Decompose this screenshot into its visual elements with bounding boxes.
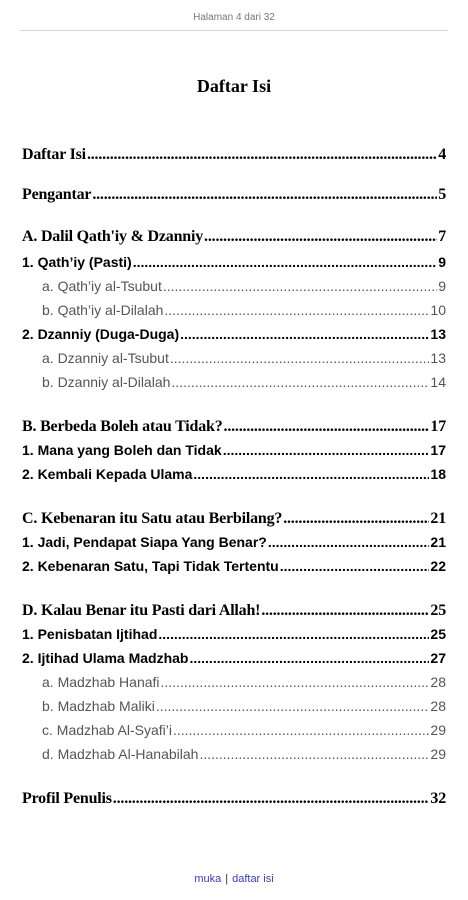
dot-leader — [204, 228, 437, 246]
toc-entry-label: 2. Dzanniy (Duga-Duga) — [22, 326, 180, 342]
toc-entry-label: b. Dzanniy al-Dilalah — [42, 374, 171, 390]
dot-leader — [170, 350, 430, 366]
toc-entry[interactable] — [22, 374, 446, 390]
toc-entry[interactable] — [22, 278, 446, 294]
page-indicator: Halaman 4 dari 32 — [193, 12, 275, 23]
dot-leader — [161, 674, 430, 690]
toc-entry-page: 25 — [430, 602, 446, 619]
page-title: Daftar Isi — [196, 76, 272, 96]
toc-entry-label: d. Madzhab Al-Hanabilah — [42, 746, 199, 762]
toc-entry-page: 29 — [430, 746, 446, 762]
dot-leader — [92, 186, 437, 204]
toc-entry[interactable] — [22, 418, 446, 436]
toc-entry-page: 18 — [430, 466, 446, 482]
toc-entry-page: 17 — [430, 418, 446, 435]
toc-entry-page: 9 — [438, 278, 446, 294]
dot-leader — [193, 466, 429, 482]
home-link[interactable]: muka — [194, 873, 222, 885]
toc-entry-label: B. Berbeda Boleh atau Tidak? — [22, 418, 223, 435]
toc-entry-page: 17 — [430, 442, 446, 458]
dot-leader — [133, 254, 438, 270]
toc-entry-page: 10 — [430, 302, 446, 318]
toc-entry-page: 4 — [438, 146, 446, 163]
toc-entry[interactable] — [22, 228, 446, 246]
dot-leader — [189, 650, 429, 666]
dot-leader — [224, 418, 430, 436]
toc-entry-page: 9 — [438, 254, 446, 270]
dot-leader — [156, 698, 430, 714]
toc-entry-label: C. Kebenaran itu Satu atau Berbilang? — [22, 510, 283, 527]
dot-leader — [164, 302, 429, 318]
toc-entry-page: 25 — [430, 626, 446, 642]
toc-entry-label: 1. Penisbatan Ijtihad — [22, 626, 158, 642]
toc-entry-label: a. Qath’iy al-Tsubut — [42, 278, 162, 294]
toc-entry-label: A. Dalil Qath'iy & Dzanniy — [22, 228, 204, 245]
toc-entry-label: 1. Mana yang Boleh dan Tidak — [22, 442, 222, 458]
toc-entry[interactable] — [22, 302, 446, 318]
dot-leader — [223, 442, 430, 458]
toc-entry-page: 13 — [430, 350, 446, 366]
toc-entry[interactable] — [22, 254, 446, 270]
toc-entry-label: Profil Penulis — [22, 790, 112, 807]
dot-leader — [87, 146, 437, 164]
dot-leader — [163, 278, 437, 294]
toc-entry[interactable] — [22, 698, 446, 714]
toc-entry-page: 29 — [430, 722, 446, 738]
footer-separator: | — [225, 873, 229, 885]
dot-leader — [199, 746, 429, 762]
toc-entry-label: 2. Kembali Kepada Ulama — [22, 466, 193, 482]
dot-leader — [173, 722, 429, 738]
toc-link[interactable]: daftar isi — [232, 873, 274, 885]
toc-entry-page: 27 — [430, 650, 446, 666]
toc-entry-page: 5 — [438, 186, 446, 203]
toc-entry-label: b. Madzhab Maliki — [42, 698, 155, 714]
toc-entry-page: 28 — [430, 698, 446, 714]
toc-entry-page: 13 — [430, 326, 446, 342]
toc-entry-page: 22 — [430, 558, 446, 574]
toc-entry-label: b. Qath’iy al-Dilalah — [42, 302, 164, 318]
toc-entry-label: c. Madzhab Al-Syafi’i — [42, 722, 172, 738]
toc-entry-page: 7 — [438, 228, 446, 245]
toc-entry-label: 2. Kebenaran Satu, Tapi Tidak Tertentu — [22, 558, 279, 574]
footer-nav — [0, 873, 468, 885]
toc-entry[interactable] — [22, 466, 446, 482]
toc-entry-label: 1. Jadi, Pendapat Siapa Yang Benar? — [22, 534, 267, 550]
dot-leader — [171, 374, 429, 390]
toc-entry[interactable] — [22, 146, 446, 164]
dot-leader — [280, 558, 430, 574]
toc-entry-label: Pengantar — [22, 186, 92, 203]
toc-entry[interactable] — [22, 722, 446, 738]
toc-entry-label: Daftar Isi — [22, 146, 86, 163]
dot-leader — [180, 326, 429, 342]
toc-entry[interactable] — [22, 602, 446, 620]
toc-entry[interactable] — [22, 350, 446, 366]
dot-leader — [283, 510, 429, 528]
toc-entry-label: 1. Qath’iy (Pasti) — [22, 254, 132, 270]
toc-entry-page: 32 — [430, 790, 446, 807]
toc-entry-page: 28 — [430, 674, 446, 690]
toc-entry-label: a. Dzanniy al-Tsubut — [42, 350, 169, 366]
toc-entry[interactable] — [22, 790, 446, 808]
toc-entry[interactable] — [22, 674, 446, 690]
toc-entry-page: 21 — [430, 534, 446, 550]
toc-entry[interactable] — [22, 746, 446, 762]
toc-entry[interactable] — [22, 534, 446, 550]
dot-leader — [113, 790, 430, 808]
toc-entry[interactable] — [22, 626, 446, 642]
toc-entry-label: a. Madzhab Hanafi — [42, 674, 160, 690]
toc-entry[interactable] — [22, 650, 446, 666]
toc-entry[interactable] — [22, 442, 446, 458]
toc-entry-label: D. Kalau Benar itu Pasti dari Allah! — [22, 602, 261, 619]
toc-entry-page: 21 — [430, 510, 446, 527]
toc-entry[interactable] — [22, 558, 446, 574]
dot-leader — [261, 602, 429, 620]
dot-leader — [158, 626, 429, 642]
toc-entry-label: 2. Ijtihad Ulama Madzhab — [22, 650, 189, 666]
toc-entry[interactable] — [22, 326, 446, 342]
dot-leader — [268, 534, 430, 550]
toc-entry[interactable] — [22, 510, 446, 528]
toc-entry-page: 14 — [430, 374, 446, 390]
toc-entry[interactable] — [22, 186, 446, 204]
